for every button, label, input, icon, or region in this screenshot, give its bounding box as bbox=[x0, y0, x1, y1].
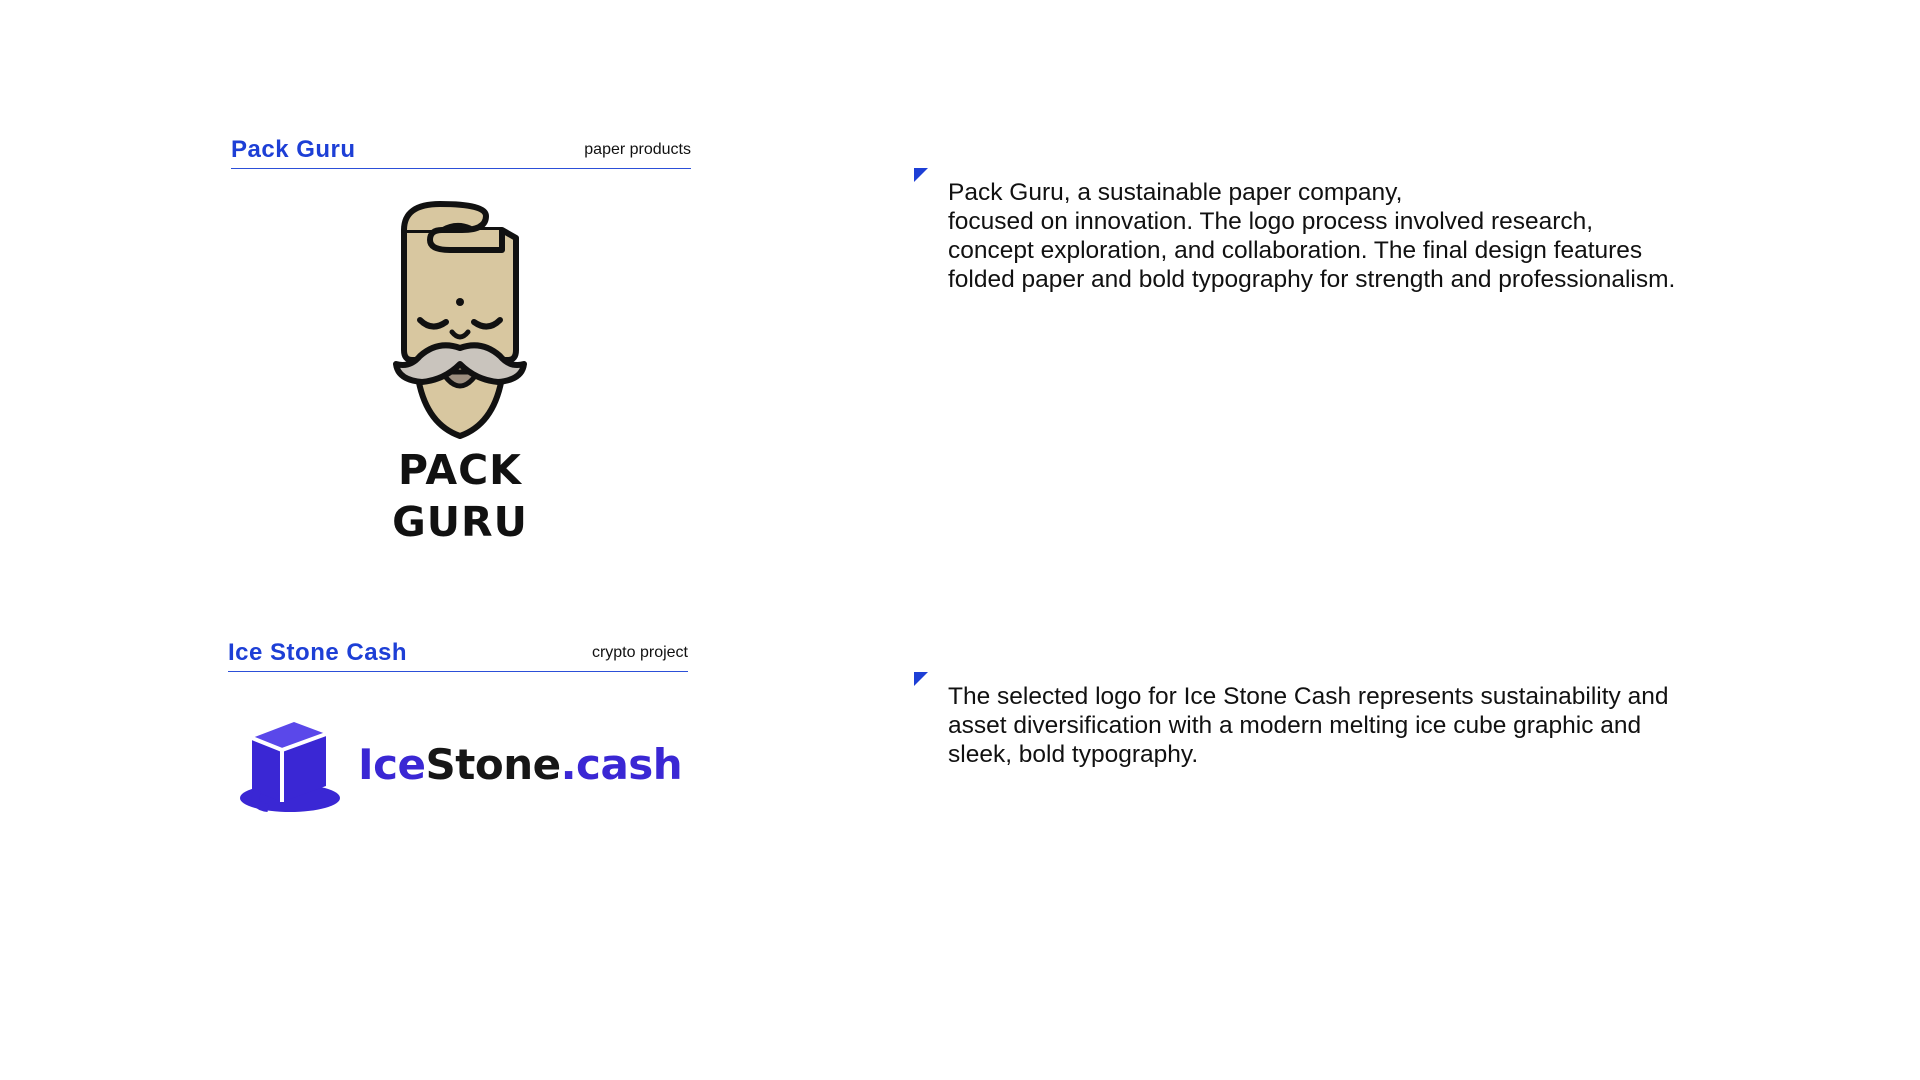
corner-marker-icon bbox=[914, 168, 928, 182]
pack-guru-title: Pack Guru bbox=[231, 136, 356, 163]
pack-guru-header bbox=[231, 134, 691, 169]
pack-guru-description: Pack Guru, a sustainable paper company, focused on innovation. The logo process involved research, concept exploration, and collaboration. The final design features folded paper and bold typography for strength and professionalism. bbox=[948, 179, 1676, 293]
ice-stone-cash-wordmark bbox=[358, 740, 682, 789]
corner-marker-icon bbox=[914, 672, 928, 686]
pack-guru-wordmark-line-1: PACK bbox=[398, 446, 522, 494]
wordmark-part-cash: .cash bbox=[560, 740, 683, 789]
ice-stone-cash-title: Ice Stone Cash bbox=[228, 639, 408, 666]
ice-stone-cash-logo bbox=[238, 720, 698, 816]
pack-guru-category: paper products bbox=[584, 141, 691, 158]
melting-ice-cube-icon bbox=[238, 720, 342, 816]
pack-guru-logo bbox=[390, 200, 530, 550]
ice-stone-cash-description: The selected logo for Ice Stone Cash represents sustainability and asset diversification with a modern melting ice cube graphic and sleek, bold typography. bbox=[948, 683, 1669, 768]
wordmark-part-ice: Ice bbox=[358, 740, 426, 789]
wordmark-part-stone: Stone bbox=[425, 740, 561, 789]
pack-guru-wordmark-line-2: GURU bbox=[392, 498, 528, 546]
bearded-paper-roll-icon bbox=[390, 200, 530, 440]
ice-stone-cash-header bbox=[228, 637, 688, 672]
ice-stone-cash-category: crypto project bbox=[591, 644, 688, 661]
